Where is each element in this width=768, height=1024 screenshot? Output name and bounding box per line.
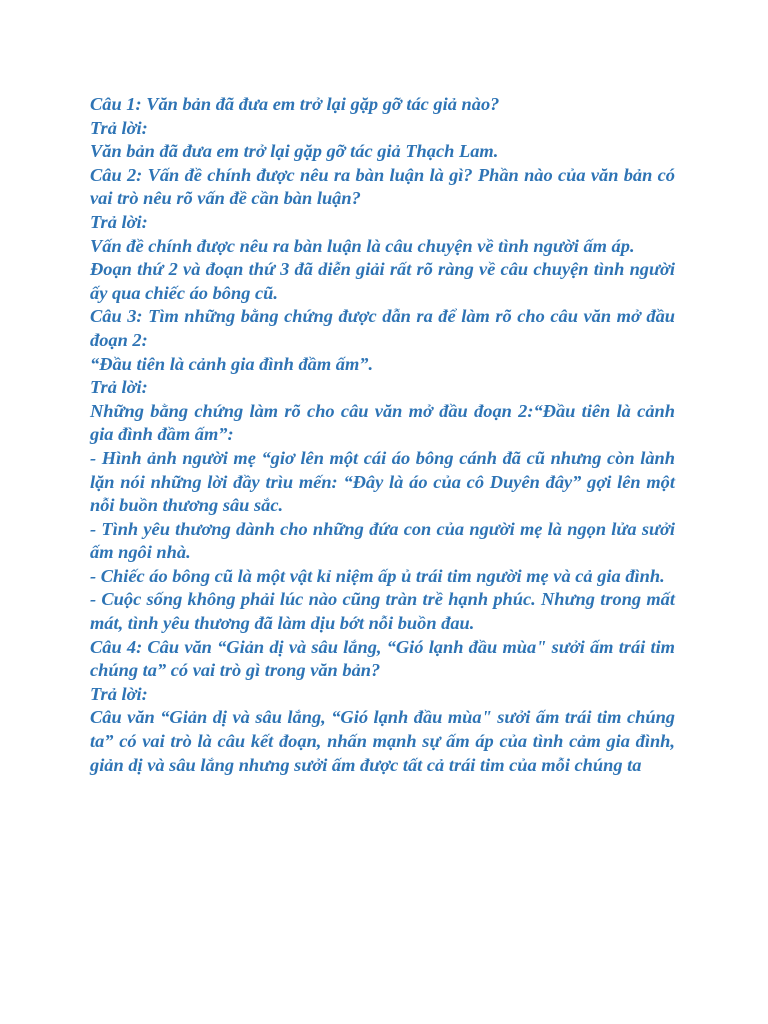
question-1: Câu 1: Văn bản đã đưa em trở lại gặp gỡ tác giả nào?	[90, 94, 500, 114]
answer-3-point-2: - Tình yêu thương dành cho những đứa con của người mẹ là ngọn lửa sưởi ấm ngôi nhà.	[90, 518, 675, 563]
answer-2-part-1: Vấn đề chính được nêu ra bàn luận là câu chuyện về tình người ấm áp.	[90, 235, 635, 256]
answer-label: Trả lời:	[90, 211, 148, 232]
answer-3-intro: Những bằng chứng làm rõ cho câu văn mở đầu đoạn 2:“Đầu tiên là cảnh gia đình đầm ấm”:	[90, 400, 675, 445]
question-4: Câu 4: Câu văn “Giản dị và sâu lắng, “Gió lạnh đầu mùa" sưởi ấm trái tim chúng ta” có vai trò gì trong văn bản?	[90, 636, 675, 681]
answer-label: Trả lời:	[90, 117, 148, 138]
question-2: Câu 2: Vấn đề chính được nêu ra bàn luận là gì? Phần nào của văn bản có vai trò nêu rõ vấn đề cần bàn luận?	[90, 164, 675, 209]
answer-4: Câu văn “Giản dị và sâu lắng, “Gió lạnh đầu mùa" sưởi ấm trái tim chúng ta” có vai trò là câu kết đoạn, nhấn mạnh sự ấm áp của tình cảm gia đình, giản dị và sâu lắng nhưng sưởi ấm được tất cả trái tim của mỗi chúng ta	[90, 707, 675, 775]
document-body	[90, 93, 675, 777]
answer-label: Trả lời:	[90, 683, 148, 704]
question-3-quote: “Đầu tiên là cảnh gia đình đầm ấm”.	[90, 353, 374, 374]
answer-3-point-3: - Chiếc áo bông cũ là một vật kỉ niệm ấp ủ trái tim người mẹ và cả gia đình.	[90, 565, 665, 586]
answer-3-point-1: - Hình ảnh người mẹ “giơ lên một cái áo bông cánh đã cũ nhưng còn lành lặn nói những lời đầy trìu mến: “Đây là áo của cô Duyên đây” gợi lên một nỗi buồn thương sâu sắc.	[90, 447, 675, 516]
answer-label: Trả lời:	[90, 377, 148, 398]
question-3: Câu 3: Tìm những bằng chứng được dẫn ra để làm rõ cho câu văn mở đầu đoạn 2:	[90, 306, 675, 350]
answer-3-point-4: - Cuộc sống không phải lúc nào cũng tràn trề hạnh phúc. Nhưng trong mất mát, tình yêu thương đã làm dịu bớt nỗi buồn đau.	[90, 589, 675, 634]
answer-2-part-2: Đoạn thứ 2 và đoạn thứ 3 đã diễn giải rất rõ ràng về câu chuyện tình người ấy qua chiếc áo bông cũ.	[90, 259, 675, 303]
answer-1: Văn bản đã đưa em trở lại gặp gỡ tác giả Thạch Lam.	[90, 141, 499, 162]
